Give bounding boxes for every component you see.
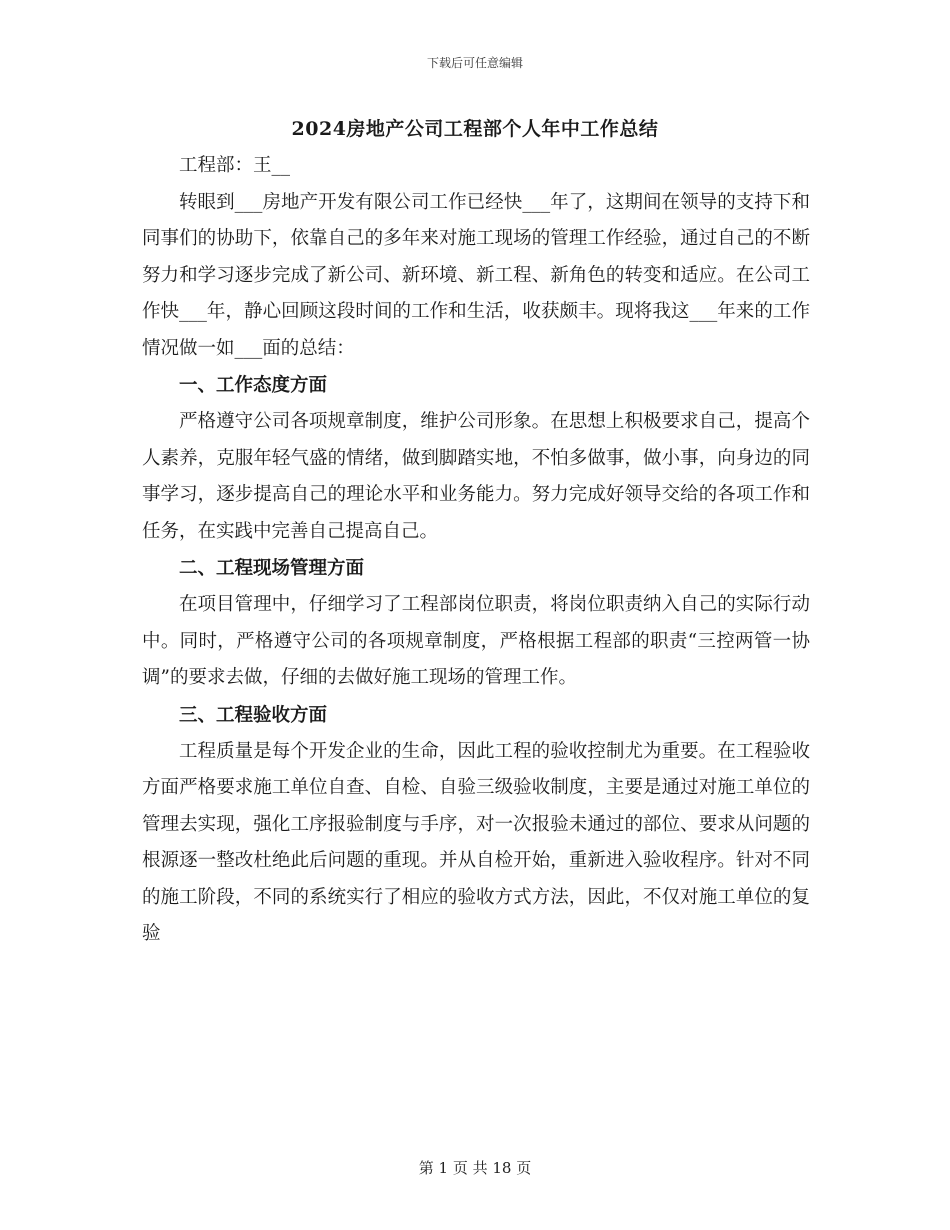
author-line: 工程部：王__ [179, 155, 291, 176]
header-note: 下载后可任意编辑 [426, 56, 523, 70]
intro-paragraph: 转眼到___房地产开发有限公司工作已经快___年了，这期间在领导的支持下和同事们的协助下，依靠自己的多年来对施工现场的管理工作经验，通过自己的不断努力和学习逐步完成了新公司、新环境、新工程、新角色的转变和适应。在公司工作快___年，静心回顾这段时间的工作和生活，收获颇丰。现将我这___年来的工作情况做一如___面的总结： [142, 191, 810, 359]
section-body-site-management: 在项目管理中，仔细学习了工程部岗位职责，将岗位职责纳入自己的实际行动中。同时，严格遵守公司的各项规章制度，严格根据工程部的职责“三控两管一协调”的要求去做，仔细的去做好施工现场的管理工作。 [142, 594, 810, 688]
section-body-acceptance: 工程质量是每个开发企业的生命，因此工程的验收控制尤为重要。在工程验收方面严格要求施工单位自查、自检、自验三级验收制度，主要是通过对施工单位的管理去实现，强化工序报验制度与手序，对一次报验未通过的部位、要求从问题的根源逐一整改杜绝此后问题的重现。并从自检开始，重新进入验收程序。针对不同的施工阶段，不同的系统实行了相应的验收方式方法，因此，不仅对施工单位的复验 [142, 740, 810, 944]
document-title: 2024房地产公司工程部个人年中工作总结 [291, 118, 659, 140]
section-heading-acceptance: 三、工程验收方面 [179, 704, 328, 726]
page-footer: 第 1 页 共 18 页 [418, 1159, 532, 1177]
section-heading-site-management: 二、工程现场管理方面 [179, 558, 365, 579]
section-body-attitude: 严格遵守公司各项规章制度，维护公司形象。在思想上积极要求自己，提高个人素养，克服年轻气盛的情绪，做到脚踏实地，不怕多做事，做小事，向身边的同事学习，逐步提高自己的理论水平和业务能力。努力完成好领导交给的各项工作和任务，在实践中完善自己提高自己。 [142, 411, 810, 542]
section-heading-attitude: 一、工作态度方面 [179, 375, 328, 396]
document-body [142, 148, 810, 953]
